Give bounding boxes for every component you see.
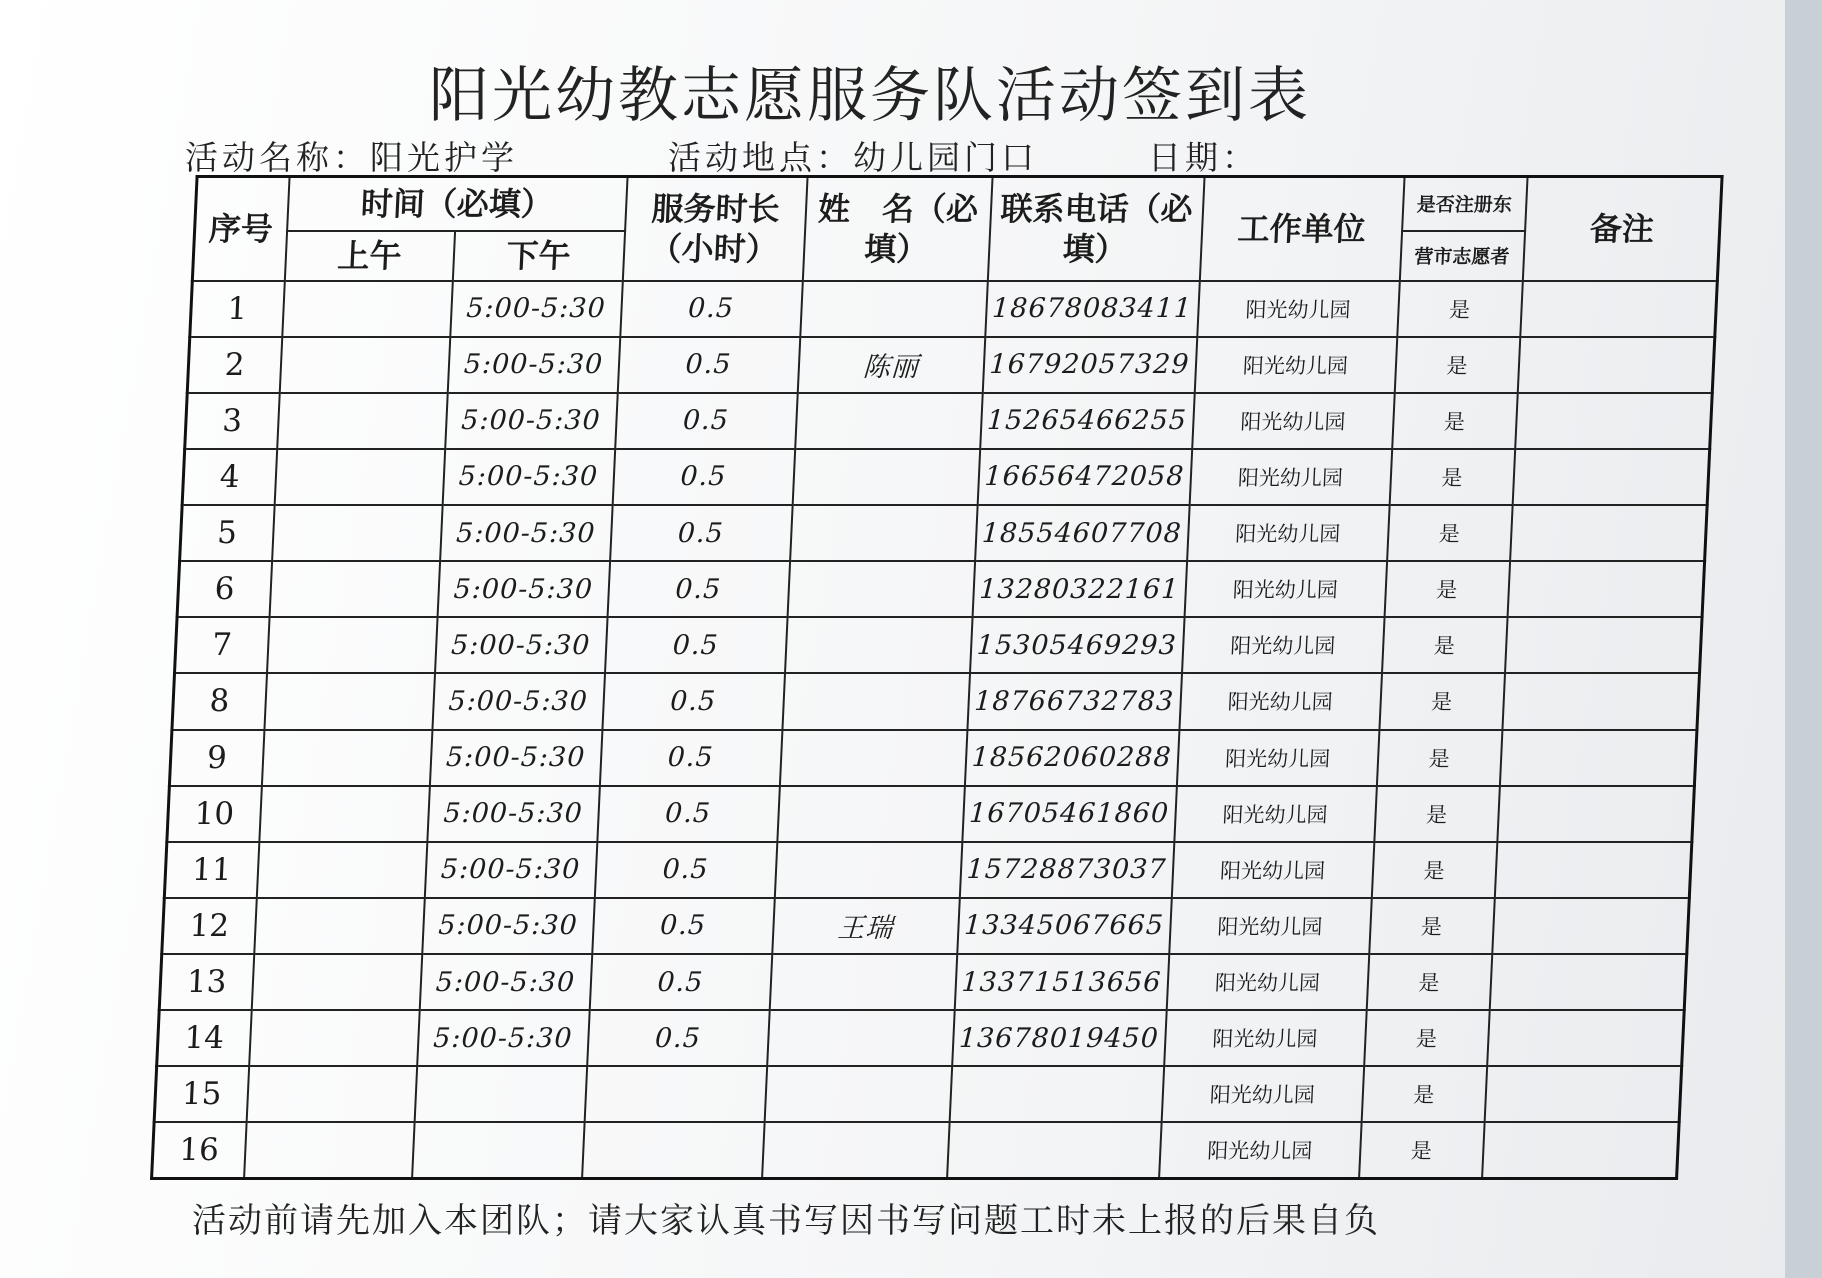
row-pm-time: 5:00-5:30 bbox=[450, 281, 623, 337]
row-duration: 0.5 bbox=[587, 1010, 770, 1066]
row-am-time bbox=[282, 281, 453, 337]
row-seq: 16 bbox=[152, 1122, 247, 1178]
row-pm-time: 5:00-5:30 bbox=[437, 561, 610, 617]
activity-place: 活动地点：幼儿园门口 bbox=[668, 138, 1038, 177]
row-unit: 阳光幼儿园 bbox=[1166, 954, 1369, 1010]
row-phone: 18766732783 bbox=[967, 673, 1182, 729]
table-row bbox=[157, 1010, 1685, 1066]
row-name bbox=[800, 281, 988, 337]
table-row bbox=[162, 898, 1690, 954]
row-unit: 阳光幼儿园 bbox=[1184, 561, 1387, 617]
row-name bbox=[795, 393, 983, 449]
row-phone: 16656472058 bbox=[977, 449, 1192, 505]
row-am-time bbox=[249, 1010, 420, 1066]
row-name bbox=[762, 1122, 950, 1178]
row-pm-time: 5:00-5:30 bbox=[445, 393, 618, 449]
row-am-time bbox=[277, 393, 448, 449]
row-registered: 是 bbox=[1366, 954, 1492, 1010]
row-remark bbox=[1512, 449, 1710, 505]
row-name bbox=[785, 617, 973, 673]
row-name bbox=[777, 786, 965, 842]
row-am-time bbox=[269, 561, 440, 617]
row-pm-time: 5:00-5:30 bbox=[427, 786, 600, 842]
row-seq: 4 bbox=[182, 449, 277, 505]
row-am-time bbox=[254, 898, 425, 954]
row-seq: 12 bbox=[162, 898, 257, 954]
row-phone: 13678019450 bbox=[952, 1010, 1167, 1066]
row-unit: 阳光幼儿园 bbox=[1189, 449, 1392, 505]
row-remark bbox=[1489, 954, 1687, 1010]
header-pm: 下午 bbox=[452, 231, 624, 281]
row-duration: 0.5 bbox=[605, 617, 788, 673]
row-remark bbox=[1515, 393, 1713, 449]
row-name bbox=[764, 1066, 952, 1122]
row-pm-time: 5:00-5:30 bbox=[442, 449, 615, 505]
row-am-time bbox=[279, 337, 450, 393]
row-registered: 是 bbox=[1379, 673, 1505, 729]
row-phone: 16792057329 bbox=[982, 337, 1197, 393]
row-duration bbox=[582, 1122, 765, 1178]
row-unit: 阳光幼儿园 bbox=[1182, 617, 1385, 673]
row-remark bbox=[1517, 337, 1715, 393]
row-seq: 6 bbox=[177, 561, 272, 617]
row-registered: 是 bbox=[1389, 449, 1515, 505]
row-remark bbox=[1502, 673, 1700, 729]
table-row bbox=[177, 561, 1705, 617]
row-phone: 18678083411 bbox=[985, 281, 1200, 337]
row-remark bbox=[1484, 1066, 1682, 1122]
row-remark bbox=[1520, 281, 1718, 337]
row-duration: 0.5 bbox=[597, 786, 780, 842]
row-name bbox=[774, 842, 962, 898]
table-row bbox=[164, 842, 1692, 898]
row-unit: 阳光幼儿园 bbox=[1187, 505, 1390, 561]
header-registered-top: 是否注册东 bbox=[1402, 177, 1527, 231]
row-registered: 是 bbox=[1382, 617, 1508, 673]
row-seq: 8 bbox=[172, 673, 267, 729]
table-row bbox=[185, 393, 1713, 449]
row-seq: 5 bbox=[180, 505, 275, 561]
row-am-time bbox=[272, 505, 443, 561]
row-duration: 0.5 bbox=[607, 561, 790, 617]
row-seq: 10 bbox=[167, 786, 262, 842]
table-row bbox=[169, 730, 1697, 786]
row-seq: 3 bbox=[185, 393, 280, 449]
row-pm-time bbox=[414, 1066, 587, 1122]
row-registered: 是 bbox=[1374, 786, 1500, 842]
header-name: 姓 名（必填） bbox=[802, 177, 992, 281]
row-phone: 15265466255 bbox=[980, 393, 1195, 449]
row-duration: 0.5 bbox=[602, 673, 785, 729]
row-name bbox=[767, 1010, 955, 1066]
row-seq: 15 bbox=[154, 1066, 249, 1122]
row-seq: 9 bbox=[169, 730, 264, 786]
row-name bbox=[779, 730, 967, 786]
table-row bbox=[172, 673, 1700, 729]
row-registered: 是 bbox=[1384, 561, 1510, 617]
table-row bbox=[190, 281, 1718, 337]
row-duration: 0.5 bbox=[612, 449, 795, 505]
header-duration: 服务时长（小时） bbox=[622, 177, 807, 281]
row-remark bbox=[1510, 505, 1708, 561]
row-unit: 阳光幼儿园 bbox=[1197, 281, 1400, 337]
row-duration: 0.5 bbox=[617, 337, 800, 393]
table-row bbox=[154, 1066, 1682, 1122]
row-duration: 0.5 bbox=[592, 898, 775, 954]
row-registered: 是 bbox=[1359, 1122, 1485, 1178]
header-time: 时间（必填） bbox=[287, 177, 627, 231]
header-am: 上午 bbox=[284, 231, 454, 281]
row-unit: 阳光幼儿园 bbox=[1161, 1066, 1364, 1122]
row-am-time bbox=[264, 673, 435, 729]
header-phone: 联系电话（必填） bbox=[987, 177, 1204, 281]
sign-in-table bbox=[150, 175, 1724, 1180]
header-registered-bottom: 营市志愿者 bbox=[1399, 231, 1524, 281]
table-body bbox=[152, 281, 1718, 1179]
row-phone: 18554607708 bbox=[975, 505, 1190, 561]
table-row bbox=[187, 337, 1715, 393]
row-name bbox=[787, 561, 975, 617]
row-name bbox=[782, 673, 970, 729]
row-remark bbox=[1505, 617, 1703, 673]
row-unit: 阳光幼儿园 bbox=[1179, 673, 1382, 729]
row-name bbox=[792, 449, 980, 505]
row-unit: 阳光幼儿园 bbox=[1174, 786, 1377, 842]
row-registered: 是 bbox=[1397, 281, 1523, 337]
row-name: 王瑞 bbox=[772, 898, 960, 954]
footer-note: 活动前请先加入本团队；请大家认真书写因书写问题工时未上报的后果自负 bbox=[192, 1201, 1380, 1241]
row-remark bbox=[1497, 786, 1695, 842]
row-registered: 是 bbox=[1394, 337, 1520, 393]
row-name: 陈丽 bbox=[797, 337, 985, 393]
row-duration: 0.5 bbox=[620, 281, 803, 337]
row-phone: 13345067665 bbox=[957, 898, 1172, 954]
row-registered: 是 bbox=[1364, 1010, 1490, 1066]
row-phone: 13280322161 bbox=[972, 561, 1187, 617]
row-seq: 11 bbox=[164, 842, 259, 898]
row-am-time bbox=[256, 842, 427, 898]
row-registered: 是 bbox=[1369, 898, 1495, 954]
activity-name: 活动名称：阳光护学 bbox=[185, 138, 518, 177]
row-registered: 是 bbox=[1376, 730, 1502, 786]
table-row bbox=[175, 617, 1703, 673]
row-duration: 0.5 bbox=[615, 393, 798, 449]
row-seq: 2 bbox=[187, 337, 282, 393]
row-unit: 阳光幼儿园 bbox=[1192, 393, 1395, 449]
row-remark bbox=[1507, 561, 1705, 617]
row-phone: 13371513656 bbox=[954, 954, 1169, 1010]
row-am-time bbox=[261, 730, 432, 786]
row-phone bbox=[949, 1066, 1164, 1122]
row-registered: 是 bbox=[1371, 842, 1497, 898]
row-phone: 15305469293 bbox=[970, 617, 1185, 673]
row-pm-time bbox=[412, 1122, 585, 1178]
row-unit: 阳光幼儿园 bbox=[1194, 337, 1397, 393]
row-name bbox=[769, 954, 957, 1010]
row-remark bbox=[1487, 1010, 1685, 1066]
row-seq: 14 bbox=[157, 1010, 252, 1066]
row-duration: 0.5 bbox=[589, 954, 772, 1010]
page-title: 阳光幼教志愿服务队活动签到表 bbox=[429, 61, 1311, 131]
row-remark bbox=[1482, 1122, 1680, 1178]
table-row bbox=[159, 954, 1687, 1010]
header-seq: 序号 bbox=[192, 177, 289, 281]
row-phone: 16705461860 bbox=[962, 786, 1177, 842]
row-am-time bbox=[246, 1066, 417, 1122]
row-registered: 是 bbox=[1361, 1066, 1487, 1122]
row-unit: 阳光幼儿园 bbox=[1164, 1010, 1367, 1066]
table-row bbox=[180, 505, 1708, 561]
row-unit: 阳光幼儿园 bbox=[1171, 842, 1374, 898]
row-pm-time: 5:00-5:30 bbox=[424, 842, 597, 898]
row-am-time bbox=[267, 617, 438, 673]
table-row bbox=[182, 449, 1710, 505]
row-pm-time: 5:00-5:30 bbox=[440, 505, 613, 561]
row-pm-time: 5:00-5:30 bbox=[419, 954, 592, 1010]
row-registered: 是 bbox=[1387, 505, 1513, 561]
row-unit: 阳光幼儿园 bbox=[1169, 898, 1372, 954]
row-am-time bbox=[274, 449, 445, 505]
activity-date: 日期： bbox=[1148, 138, 1259, 177]
header-remark: 备注 bbox=[1522, 177, 1722, 281]
row-pm-time: 5:00-5:30 bbox=[432, 673, 605, 729]
row-remark bbox=[1499, 730, 1697, 786]
row-duration: 0.5 bbox=[594, 842, 777, 898]
row-duration: 0.5 bbox=[599, 730, 782, 786]
header-unit: 工作单位 bbox=[1199, 177, 1404, 281]
table-row bbox=[167, 786, 1695, 842]
row-phone: 15728873037 bbox=[959, 842, 1174, 898]
row-remark bbox=[1494, 842, 1692, 898]
row-seq: 7 bbox=[175, 617, 270, 673]
row-duration: 0.5 bbox=[610, 505, 793, 561]
row-remark bbox=[1492, 898, 1690, 954]
row-am-time bbox=[259, 786, 430, 842]
row-phone bbox=[947, 1122, 1162, 1178]
row-registered: 是 bbox=[1392, 393, 1518, 449]
row-am-time bbox=[251, 954, 422, 1010]
row-pm-time: 5:00-5:30 bbox=[435, 617, 608, 673]
row-seq: 1 bbox=[190, 281, 285, 337]
row-unit: 阳光幼儿园 bbox=[1176, 730, 1379, 786]
table-row bbox=[152, 1122, 1680, 1178]
row-name bbox=[790, 505, 978, 561]
row-pm-time: 5:00-5:30 bbox=[417, 1010, 590, 1066]
row-pm-time: 5:00-5:30 bbox=[447, 337, 620, 393]
row-pm-time: 5:00-5:30 bbox=[429, 730, 602, 786]
row-unit: 阳光幼儿园 bbox=[1159, 1122, 1362, 1178]
row-phone: 18562060288 bbox=[964, 730, 1179, 786]
row-am-time bbox=[244, 1122, 415, 1178]
row-duration bbox=[584, 1066, 767, 1122]
row-pm-time: 5:00-5:30 bbox=[422, 898, 595, 954]
row-seq: 13 bbox=[159, 954, 254, 1010]
